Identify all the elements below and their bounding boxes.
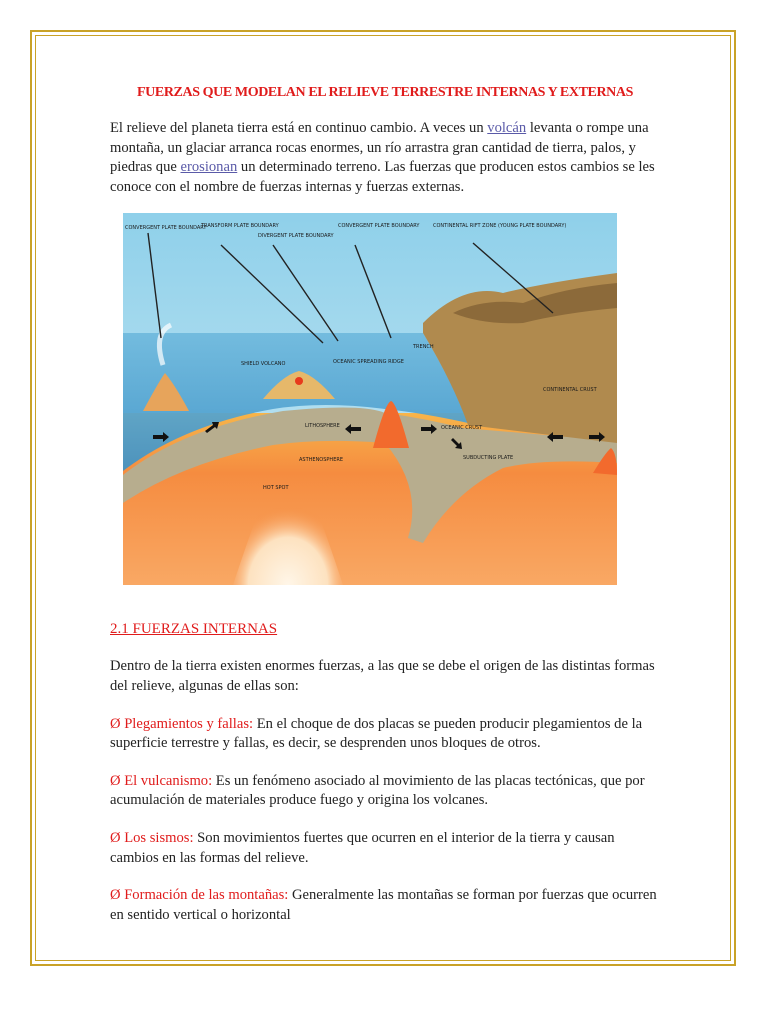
label-asthenosphere: ASTHENOSPHERE: [299, 457, 343, 464]
label-divergent: DIVERGENT PLATE BOUNDARY: [258, 233, 334, 240]
erosionan-link[interactable]: erosionan: [180, 159, 238, 176]
intro-paragraph: [110, 119, 660, 197]
text-montanas: Generalmente las montañas se forman por fuerzas que ocurren en sentido vertical o horizontal: [110, 887, 657, 923]
list-item: [110, 886, 660, 925]
intro-text-1: El relieve del planeta tierra está en continuo cambio. A veces un: [110, 120, 488, 136]
label-trench: TRENCH: [413, 344, 434, 351]
term-montanas: Ø Formación de las montañas:: [110, 887, 289, 904]
list-item: [110, 772, 660, 811]
label-lithosphere: LITHOSPHERE: [305, 423, 340, 430]
document-body: [110, 85, 660, 943]
text-plegamientos: En el choque de dos placas se pueden producir plegamientos de la superficie terrestre y fallas, es decir, se desprenden unos bloques de otros.: [110, 715, 643, 752]
document-title: FUERZAS QUE MODELAN EL RELIEVE TERRESTRE INTERNAS Y EXTERNAS: [137, 85, 633, 100]
plate-tectonics-illustration: [123, 213, 617, 585]
label-spreading-ridge: OCEANIC SPREADING RIDGE: [333, 359, 404, 366]
section-intro: Dentro de la tierra existen enormes fuerzas, a las que se debe el origen de las distintas formas del relieve, algunas de ellas son:: [110, 658, 655, 694]
label-convergent-2: CONVERGENT PLATE BOUNDARY: [338, 223, 420, 230]
label-convergent-1: CONVERGENT PLATE BOUNDARY: [125, 225, 207, 232]
text-vulcanismo: Es un fenómeno asociado al movimiento de las placas tectónicas, que por acumulación de materiales produce fuego y origina los volcanes.: [110, 772, 645, 809]
label-oceanic-crust: OCEANIC CRUST: [441, 425, 483, 432]
list-item: [110, 829, 660, 868]
label-hot-spot: HOT SPOT: [263, 485, 289, 492]
label-shield-volcano: SHIELD VOLCANO: [241, 361, 286, 368]
list-item: [110, 715, 660, 754]
volcan-link[interactable]: volcán: [487, 120, 527, 136]
plate-tectonics-figure: [123, 213, 617, 585]
term-sismos: Ø Los sismos:: [110, 829, 194, 846]
intro-text-2: levanta o rompe una montaña, un glaciar arranca rocas enormes, un río arrastra gran cantidad de tierra, palos, y piedras que: [110, 120, 649, 176]
label-continental-crust: CONTINENTAL CRUST: [543, 387, 597, 394]
intro-text-3: un determinado terreno. Las fuerzas que producen estos cambios se les conoce con el nombre de fuerzas internas y fuerzas externas.: [110, 159, 655, 195]
label-rift-zone: CONTINENTAL RIFT ZONE (YOUNG PLATE BOUNDARY): [433, 223, 567, 230]
label-subducting-plate: SUBDUCTING PLATE: [463, 455, 514, 462]
term-vulcanismo: Ø El vulcanismo:: [110, 772, 213, 789]
text-sismos: Son movimientos fuertes que ocurren en el interior de la tierra y causan cambios en las formas del relieve.: [110, 829, 615, 866]
label-transform: TRANSFORM PLATE BOUNDARY: [201, 223, 279, 230]
section-title: 2.1 FUERZAS INTERNAS: [110, 621, 278, 638]
term-plegamientos: Ø Plegamientos y fallas:: [110, 715, 254, 732]
